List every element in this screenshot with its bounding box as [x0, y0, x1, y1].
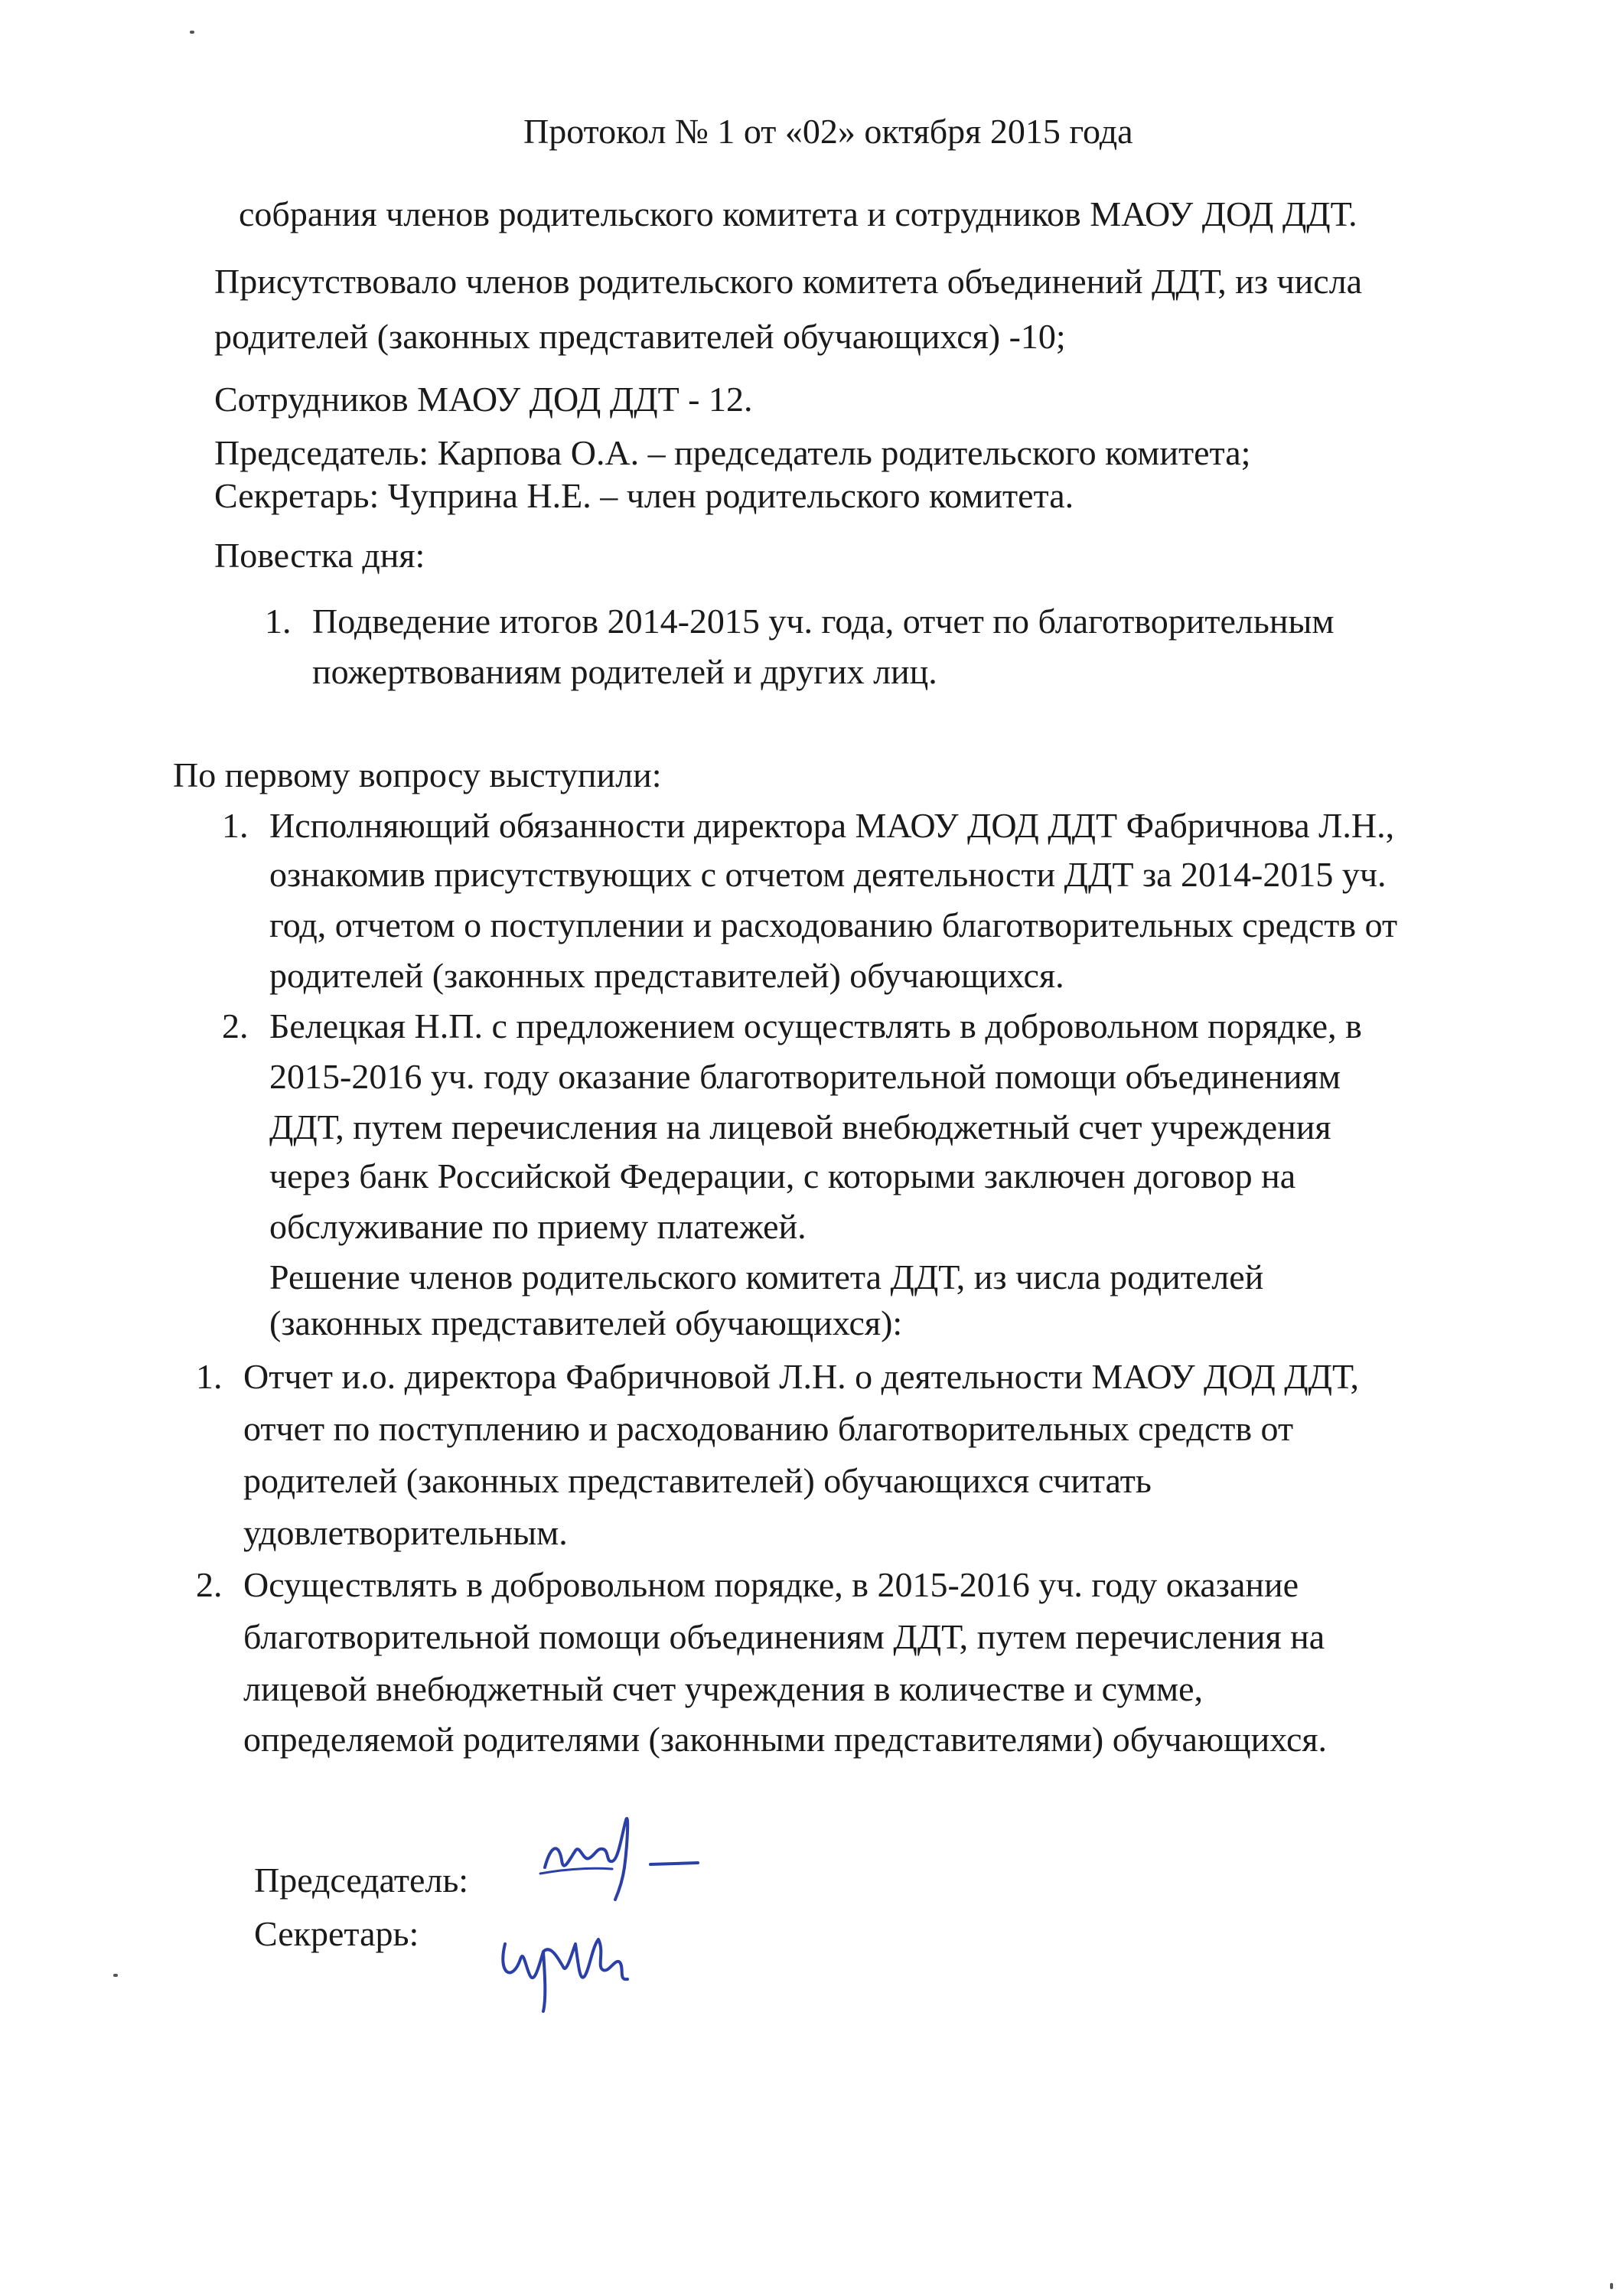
decision-item-text: Отчет и.о. директора Фабричновой Л.Н. о деятельности МАОУ ДОД ДДТ,: [243, 1357, 1359, 1396]
speaker-1-line-3: год, отчетом о поступлении и расходованию благотворительных средств от: [269, 905, 1398, 944]
decision-1-line-4: удовлетворительным.: [243, 1513, 568, 1552]
document-subtitle: собрания членов родительского комитета и сотрудников МАОУ ДОД ДДТ.: [239, 194, 1357, 233]
attendance-staff: Сотрудников МАОУ ДОД ДДТ - 12.: [214, 380, 753, 419]
chair-signature-icon: [536, 1814, 704, 1906]
agenda-heading: Повестка дня:: [214, 536, 425, 575]
decision-2-line-4: определяемой родителями (законными представителями) обучающихся.: [243, 1720, 1328, 1759]
decision-1-line-3: родителей (законных представителей) обучающихся считать: [243, 1461, 1152, 1500]
decision-item-text: Осуществлять в добровольном порядке, в 2015-2016 уч. году оказание: [243, 1565, 1299, 1604]
agenda-item-1-line-1: [265, 600, 1334, 643]
decision-item-number: 1.: [196, 1357, 223, 1396]
attendance-line-2: родителей (законных представителей обучающихся) -10;: [214, 317, 1066, 356]
agenda-item-1-line-2: пожертвованиям родителей и других лиц.: [312, 652, 937, 691]
document-title: Протокол № 1 от «02» октября 2015 года: [523, 112, 1133, 151]
speaker-1-line-1: [222, 804, 1394, 847]
secretary-signature-icon: [490, 1921, 643, 2013]
speaker-item-text: Исполняющий обязанности директора МАОУ ДОД ДДТ Фабричнова Л.Н.,: [269, 806, 1395, 845]
chair-signature-label: Председатель:: [254, 1861, 469, 1900]
attendance-chair: Председатель: Карпова О.А. – председатель родительского комитета;: [214, 433, 1251, 472]
agenda-item-number: 1.: [265, 602, 292, 641]
secretary-signature: [490, 1921, 643, 2013]
speaker-item-number: 1.: [222, 806, 249, 845]
decision-1-line-2: отчет по поступлению и расходованию благотворительных средств от: [243, 1409, 1294, 1448]
scan-speck: [113, 1974, 118, 1977]
decision-intro-line-1: Решение членов родительского комитета ДДТ, из числа родителей: [269, 1257, 1264, 1296]
scan-speck: [1610, 2283, 1613, 2289]
secretary-signature-label: Секретарь:: [254, 1914, 419, 1953]
agenda-item-text: Подведение итогов 2014-2015 уч. года, отчет по благотворительным: [312, 602, 1335, 641]
decision-1-line-1: [196, 1355, 1359, 1398]
chair-signature: [536, 1814, 704, 1906]
speaker-1-line-4: родителей (законных представителей) обучающихся.: [269, 956, 1064, 995]
scan-speck: [190, 31, 194, 34]
speaker-2-line-2: 2015-2016 уч. году оказание благотворительной помощи объединениям: [269, 1057, 1341, 1096]
speaker-1-line-2: ознакомив присутствующих с отчетом деятельности ДДТ за 2014-2015 уч.: [269, 855, 1387, 894]
decision-item-number: 2.: [196, 1565, 223, 1604]
attendance-secretary: Секретарь: Чуприна Н.Е. – член родительского комитета.: [214, 476, 1074, 515]
speaker-item-number: 2.: [222, 1006, 249, 1045]
decision-intro-line-2: (законных представителей обучающихся):: [269, 1303, 903, 1342]
speakers-heading: По первому вопросу выступили:: [173, 755, 662, 794]
speaker-2-line-1: [222, 1005, 1362, 1048]
attendance-line-1: Присутствовало членов родительского комитета объединений ДДТ, из числа: [214, 262, 1363, 301]
decision-2-line-3: лицевой внебюджетный счет учреждения в количестве и сумме,: [243, 1669, 1203, 1708]
decision-2-line-2: благотворительной помощи объединениям ДДТ, путем перечисления на: [243, 1617, 1325, 1656]
speaker-item-text: Белецкая Н.П. с предложением осуществлять в добровольном порядке, в: [269, 1006, 1362, 1045]
speaker-2-line-4: через банк Российской Федерации, с которыми заключен договор на: [269, 1156, 1296, 1195]
speaker-2-line-5: обслуживание по приему платежей.: [269, 1207, 807, 1246]
speaker-2-line-3: ДДТ, путем перечисления на лицевой внебюджетный счет учреждения: [269, 1107, 1331, 1146]
decision-2-line-1: [196, 1564, 1299, 1606]
